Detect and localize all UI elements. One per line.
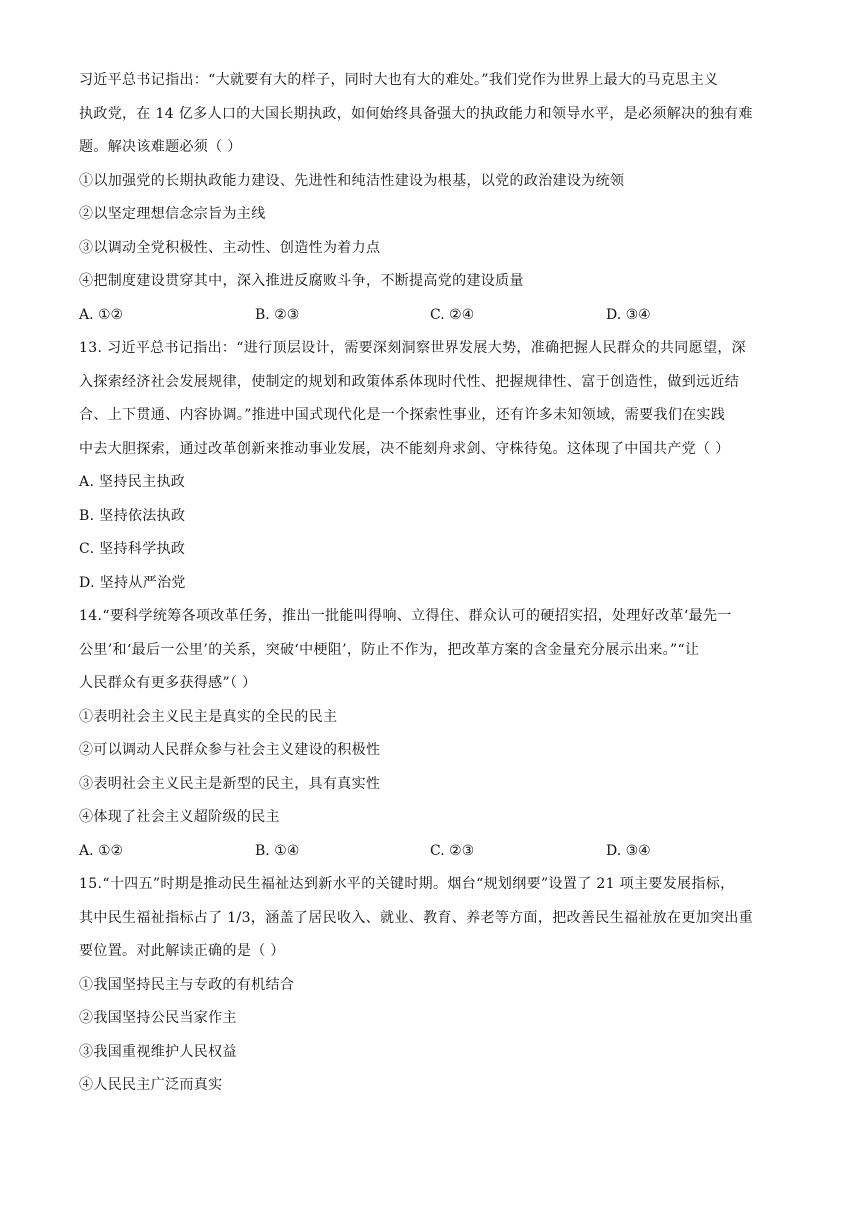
option-c: C. 坚持科学执政 xyxy=(79,541,186,557)
question-stem-line: 中去大胆探索，通过改革创新来推动事业发展，决不能刻舟求剑、守株待兔。这体现了中国共产党（ ） xyxy=(79,440,730,457)
option-a: A. ①② xyxy=(79,306,124,323)
question-stem-line: 要位置。对此解读正确的是（ ） xyxy=(79,943,285,959)
question-stem-line: 合、上下贯通、内容协调。”推进中国式现代化是一个探索性事业，还有许多未知领域，需要我们在实践 xyxy=(79,407,726,423)
question-stem-line: 13. 习近平总书记指出：“进行顶层设计，需要深刻洞察世界发展大势，准确把握人民群众的共同愿望，深 xyxy=(79,340,747,356)
question-stem-line: 15.“十四五”时期是推动民生福祉达到新水平的关键时期。烟台“规划纲要”设置了 21 项主要发展指标， xyxy=(79,876,735,892)
option-b: B. 坚持依法执政 xyxy=(79,507,186,524)
statement-item: ②我国坚持公民当家作主 xyxy=(79,1010,237,1026)
question-stem-line: 执政党，在 14 亿多人口的大国长期执政，如何始终具备强大的执政能力和领导水平，是必须解决的独有难 xyxy=(79,105,753,122)
statement-item: ③我国重视维护人民权益 xyxy=(79,1043,237,1060)
question-13 xyxy=(79,332,784,600)
answer-options xyxy=(79,299,784,333)
question-15 xyxy=(79,868,784,1103)
statement-item: ①我国坚持民主与专政的有机结合 xyxy=(79,976,295,993)
option-c: C. ②④ xyxy=(430,306,475,323)
option-d: D. 坚持从严治党 xyxy=(79,574,186,591)
question-stem-line: 公里’和‘最后一公里’的关系，突破‘中梗阻’，防止不作为，把改革方案的含金量充分展示出来。”“让 xyxy=(79,641,700,658)
question-stem-line: 习近平总书记指出：“大就要有大的样子，同时大也有大的难处。”我们党作为世界上最大的马克思主义 xyxy=(79,72,719,88)
statement-item: ①表明社会主义民主是真实的全民的民主 xyxy=(79,708,338,725)
question-stem-line: 入探索经济社会发展规律，使制定的规划和政策体系体现时代性、把握规律性、富于创造性，做到远近结 xyxy=(79,373,740,390)
option-b: B. ②③ xyxy=(255,306,300,323)
option-d: D. ③④ xyxy=(606,842,651,859)
question-stem-line: 其中民生福祉指标占了 1/3，涵盖了居民收入、就业、教育、养老等方面，把改善民生福祉放在更加突出重 xyxy=(79,909,754,926)
question-12 xyxy=(79,64,784,332)
question-stem-line: 题。解决该难题必须（ ） xyxy=(79,139,242,155)
option-d: D. ③④ xyxy=(606,306,651,323)
statement-item: ①以加强党的长期执政能力建设、先进性和纯洁性建设为根基，以党的政治建设为统领 xyxy=(79,172,625,189)
option-b: B. ①④ xyxy=(255,842,300,859)
statement-item: ④人民民主广泛而真实 xyxy=(79,1077,223,1093)
statement-item: ③以调动全党积极性、主动性、创造性为着力点 xyxy=(79,239,381,256)
question-14 xyxy=(79,600,784,868)
option-c: C. ②③ xyxy=(430,842,475,859)
question-stem-line: 人民群众有更多获得感”（ ） xyxy=(79,675,257,691)
answer-options xyxy=(79,835,784,869)
statement-item: ③表明社会主义民主是新型的民主，具有真实性 xyxy=(79,775,381,792)
exam-page xyxy=(79,64,784,1103)
statement-item: ④把制度建设贯穿其中，深入推进反腐败斗争，不断提高党的建设质量 xyxy=(79,273,524,289)
statement-item: ②可以调动人民群众参与社会主义建设的积极性 xyxy=(79,742,381,758)
question-stem-line: 14.“要科学统筹各项改革任务，推出一批能叫得响、立得住、群众认可的硬招实招，处理好改革‘最先一 xyxy=(79,608,732,624)
statement-item: ②以坚定理想信念宗旨为主线 xyxy=(79,206,266,222)
option-a: A. 坚持民主执政 xyxy=(79,474,186,490)
statement-item: ④体现了社会主义超阶级的民主 xyxy=(79,809,280,825)
option-a: A. ①② xyxy=(79,842,124,859)
